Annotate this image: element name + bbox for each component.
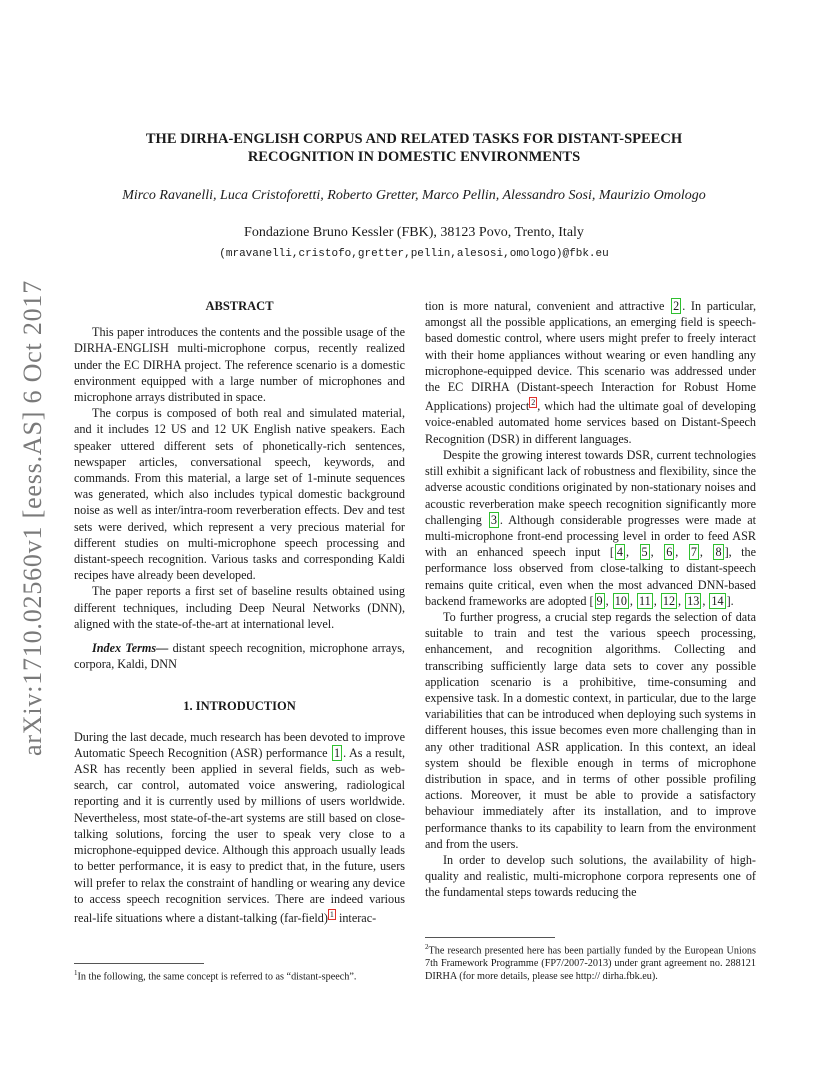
intro-paragraph-1: During the last decade, much research has been devoted to improve Automatic Speech Recognition (ASR) performance 1 . As a result, ASR has recently been applied in several fields, such as web-search, car control, automated voice answering, radiological reporting and it is currently used by millions of users worldwide. Nevertheless, most state-of-the-art systems are still based on close-talking solutions, forcing the user to speak very close to a microphone-equipped device. Although this approach usually leads to better performance, it is easy to predict that, in the future, users will prefer to relax the constraint of handling or wearing any device to access speech recognition services. There are indeed various real-life situations where a distant-talking (far-field) $^1$ interac- — [74, 729, 405, 925]
citation-link[interactable]: 7 — [690, 545, 697, 560]
title-line-1: THE DIRHA-ENGLISH CORPUS AND RELATED TASKS FOR DISTANT-SPEECH — [145, 131, 683, 147]
left-column — [74, 298, 405, 926]
citation-link[interactable]: 8 — [715, 545, 722, 560]
citation-link[interactable]: 2 — [673, 299, 680, 313]
citation-link[interactable]: 4 — [616, 545, 623, 560]
citation-link[interactable]: 9 — [596, 593, 603, 608]
footnote-1: $^1$In the following, the same concept is referred to as “distant-speech”. — [74, 969, 357, 983]
abstract-heading: ABSTRACT — [205, 299, 274, 313]
citation-link[interactable]: 11 — [639, 593, 651, 608]
citation-link[interactable]: 13 — [687, 593, 700, 608]
right-paragraph-3: To further progress, a crucial step regards the selection of data suitable to train and test the various speech processing, enhancement, and recognition algorithms. Collecting and transcribing sufficiently large data sets to cover any possible application scenario is a prohibitive, time-consuming and expensive task. In a domestic context, in particular, due to the large variabilities that can be introduced when deploying such systems in different houses, this issue becomes even more challenging than in any other traditional ASR application. In this context, an ideal system should be flexible enough in terms of microphone distribution in space, and in terms of other possible profiling actions. Moreover, it must be able to provide a satisfactory behaviour immediately after its installation, and to improve performance thanks to its capability to learn from the environment and from the users. — [425, 609, 756, 851]
abstract-paragraph-3: The paper reports a first set of baseline results obtained using different techniques, including Deep Neural Networks (DNN), aligned with the state-of-the-art at international level. — [74, 584, 405, 631]
footnote-2: $^2$The research presented here has been partially funded by the European Unions 7th Framework Programme (FP7/2007-2013) under grant agreement no. 288121 DIRHA (for more details, please see http:// dirha.fbk.eu). — [425, 943, 756, 983]
right-paragraph-1: tion is more natural, convenient and attractive 2 . In particular, amongst all the possible applications, an emerging field is speech-based domestic control, where users might prefer to freely interact with their home appliances without wearing or even handling any microphone-equipped device. This scenario was addressed under the EC DIRHA (Distant-speech Interaction for Robust Home Applications) project $^2$ , which had the ultimate goal of developing voice-enabled automated home services based on Distant-Speech Recognition (DSR) in different languages. — [425, 299, 756, 446]
footnote-divider — [74, 963, 204, 964]
citation-link[interactable]: 10 — [614, 593, 627, 608]
footnote-link[interactable]: 1 — [329, 909, 334, 919]
right-column — [425, 298, 756, 901]
citation-link[interactable]: 6 — [666, 545, 673, 560]
index-terms-label: Index Terms— — [92, 641, 169, 656]
author-list: Mirco Ravanelli, Luca Cristoforetti, Roberto Gretter, Marco Pellin, Alessandro Sosi, Maurizio Omologo — [122, 188, 706, 203]
footnote-number: 2 — [425, 943, 429, 951]
index-terms — [74, 640, 405, 672]
affiliation: Fondazione Bruno Kessler (FBK), 38123 Povo, Trento, Italy — [244, 225, 584, 240]
citation-link[interactable]: 14 — [711, 593, 724, 608]
abstract-paragraph-2: The corpus is composed of both real and simulated material, and it includes 12 US and 12 UK English native speakers. Each speaker uttered different sets of phonetically-rich sentences, newspaper articles, conversational speech, keywords, and commands. From this material, a large set of 1-minute sequences was generated, which also includes typical domestic background noise as well as inter/intra-room reverberation effects. Dev and test sets were derived, which represent a very precious material for different studies on multi-microphone speech processing and distant-speech recognition. Various tasks and corresponding Kaldi recipes have already been developed. — [74, 406, 405, 583]
paper-title — [90, 130, 738, 166]
citation-link[interactable]: 1 — [334, 745, 341, 760]
right-paragraph-2: Despite the growing interest towards DSR, current technologies still exhibit a significant lack of robustness and flexibility, since the adverse acoustic conditions originated by non-stationary noises and acoustic reverberation make speech recognition significantly more challenging 3 . Although considerable progresses were made at multi-microphone front-end processing level in order to feed ASR with an enhanced speech input [ 4 , 5 , 6 , 7 , 8 ], the performance loss observed from close-talking to distant-speech remains quite critical, even when the most advanced DNN-based backend frameworks are adopted [ 9 , 10 , 11 , 12 , 13 , 14 ]. — [425, 447, 757, 608]
right-paragraph-4: In order to develop such solutions, the availability of high-quality and realistic, multi-microphone corpora represents one of the fundamental steps towards reducing the — [425, 852, 756, 900]
citation-link[interactable]: 12 — [662, 593, 676, 608]
footnote-divider — [425, 937, 555, 938]
abstract-paragraph-1: This paper introduces the contents and the possible usage of the DIRHA-ENGLISH multi-microphone corpus, recently realized under the EC DIRHA project. The reference scenario is a domestic environment equipped with a large number of microphones and microphone arrays distributed in space. — [74, 325, 405, 405]
footnote-link[interactable]: 2 — [531, 398, 536, 408]
citation-link[interactable]: 3 — [490, 512, 497, 527]
author-emails: (mravanelli,cristofo,gretter,pellin,alesosi,omologo)@fbk.eu — [219, 248, 609, 260]
title-line-2: RECOGNITION IN DOMESTIC ENVIRONMENTS — [247, 149, 581, 165]
index-terms-text: distant speech recognition, microphone arrays, corpora, Kaldi, DNN — [74, 641, 405, 672]
arxiv-identifier: arXiv:1710.02560v1 [eess.AS] 6 Oct 2017 — [18, 279, 47, 757]
introduction-heading: 1. INTRODUCTION — [183, 699, 296, 714]
footnote-number: 1 — [74, 969, 78, 977]
citation-link[interactable]: 5 — [641, 545, 648, 560]
